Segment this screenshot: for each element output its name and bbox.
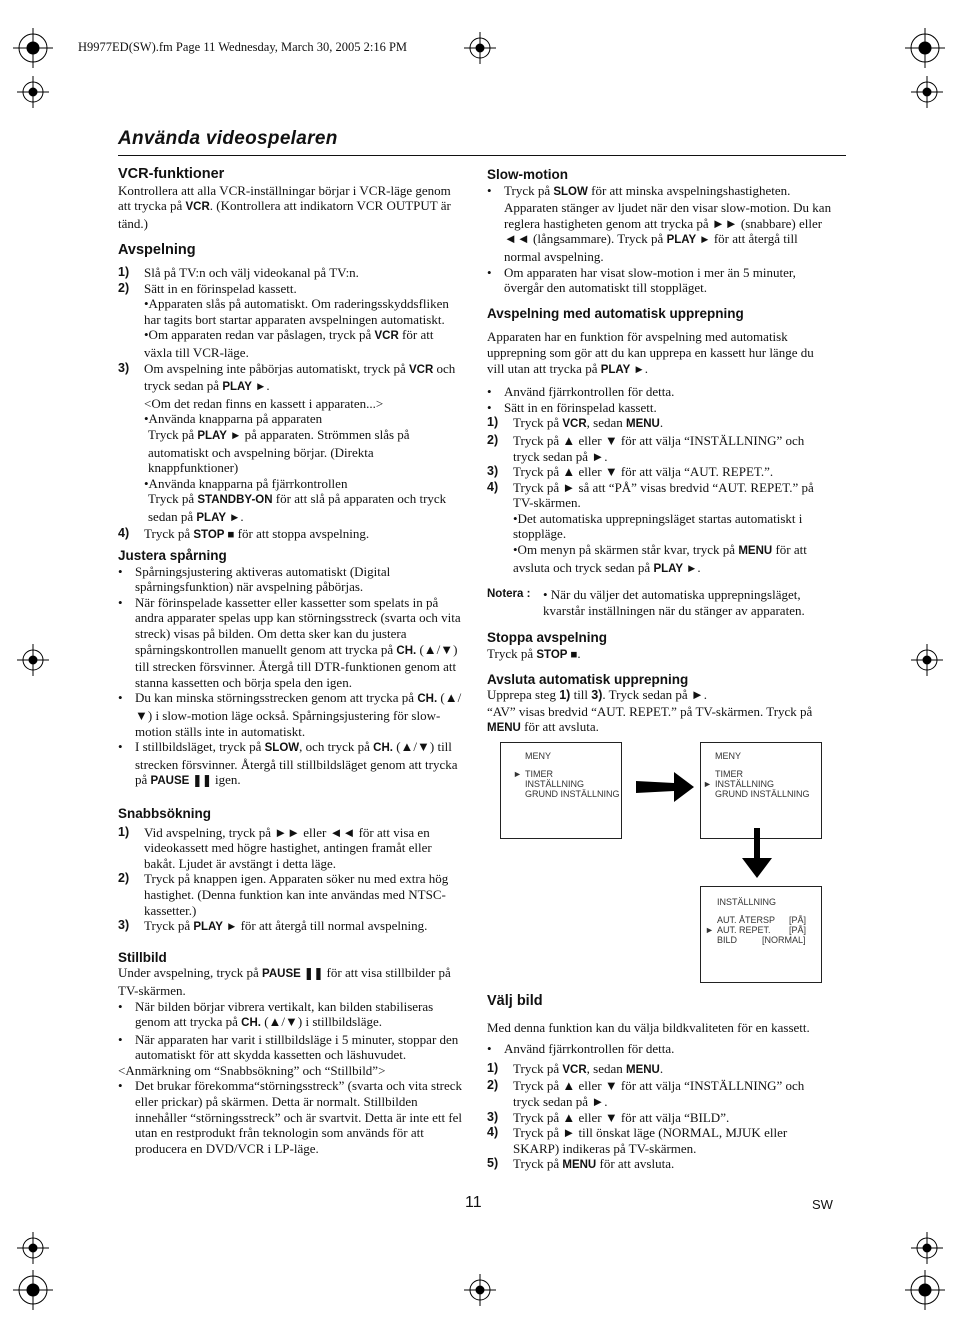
cursor-arrow-icon: ► [705, 925, 714, 935]
step-number: 1) [118, 824, 130, 839]
play-key: PLAY ► [222, 381, 267, 394]
text: (▲/▼) i slow-motion läge också. Spårningsjustering för slow-motion ställs inte in automatiskt. [135, 690, 462, 739]
menu-item: TIMER [525, 769, 553, 779]
text [135, 739, 463, 790]
step-text: Tryck på ▲ eller ▼ för att välja “INSTÄLLNING” och tryck sedan på ►. [513, 1078, 805, 1109]
still-note: <Anmärkning om “Snabbsökning” och “Stillbild”> [118, 1062, 386, 1078]
text: för att avsluta och tryck sedan på [513, 542, 807, 575]
justera-bullet: • När förinspelade kassetter eller kassetter som spelats in på andra apparater spelas upp kan störningsstreck (svarta och vita streck) visas på bilden. Om detta sker kan du justera spårningskontrollen manuellt genom att trycka på CH. (▲/▼) till strecken försvinner. Återgå till DTR-funktionen genom att stanna kassetten och börja spela den igen. [118, 595, 463, 691]
text: Spårningsjustering aktiveras automatiskt (Digital spårningsfunktion) när avspelning påbörjas. [135, 563, 391, 595]
crop-circle-icon [13, 28, 53, 68]
text: , sedan [586, 415, 626, 431]
text [135, 999, 463, 1032]
text: för att minska avspelningshastigheten. Apparaten stänger av ljudet när den visar slow-motion. Du kan reglera hastigheten genom att trycka på ►► (snabbare) eller ◄◄ (långsammare). Tryck på [504, 182, 832, 247]
menu-key: MENU [487, 722, 521, 735]
still-intro [118, 965, 463, 998]
setting-value: [PÅ] [789, 925, 807, 935]
text: för att stoppa avspelning. [234, 526, 370, 542]
text: •Om menyn på skärmen står kvar, tryck på [513, 542, 739, 558]
text [135, 595, 463, 691]
crop-circle-icon [17, 1232, 49, 1264]
text: igen. [211, 772, 241, 788]
crop-circle-icon [905, 28, 945, 68]
standby-key: STANDBY-ON [197, 494, 273, 507]
step-4 [118, 526, 463, 544]
notera [487, 587, 832, 618]
step-text [144, 526, 369, 544]
text: Upprepa steg [487, 687, 560, 703]
step-number: 1) [487, 415, 499, 430]
text [504, 183, 832, 265]
repeat-intro [487, 329, 832, 378]
step-text: Tryck på ► till önskat läge (NORMAL, MJUK eller SKARP) indikeras på TV-skärmen. [513, 1125, 788, 1156]
text: . [659, 1060, 664, 1076]
ch-key: CH. [373, 742, 393, 755]
repeat-bullet: • Sätt in en förinspelad kassett. [487, 399, 657, 415]
repeat-bullet: • Använd fjärrkontrollen för detta. [487, 384, 675, 400]
menu-key: MENU [626, 1063, 660, 1076]
text: Tryck på [504, 182, 554, 198]
step-text: Tryck på ▲ eller ▼ för att välja “AUT. REPET.”. [513, 464, 774, 480]
menu-item: INSTÄLLNING [715, 779, 775, 789]
text: Kontrollera att alla VCR-inställningar börjar i VCR-läge genom att trycka på [118, 182, 451, 214]
play-key: PLAY ► [666, 234, 711, 247]
still-bullet: • När bilden börjar vibrera vertikalt, kan bilden stabiliseras genom att trycka på CH. (▲/▼) i stillbildsläge. [118, 999, 463, 1032]
step-ref: 1) [559, 688, 571, 703]
step-text: Tryck på ▲ eller ▼ för att välja “INSTÄLLNING” och tryck sedan på ►. [513, 432, 805, 464]
valj-step-3 [487, 1110, 832, 1126]
menu-title: MENY [525, 751, 552, 761]
vcr-heading: VCR-funktioner [118, 166, 225, 182]
menu-title: MENY [715, 751, 742, 761]
text: Tryck på [148, 426, 198, 442]
language-code: SW [812, 1197, 833, 1212]
text: När bilden börjar vibrera vertikalt, kan bilden stabiliseras genom att trycka på [135, 998, 434, 1030]
valj-step-2 [487, 1078, 832, 1109]
step-text [144, 918, 427, 936]
step-ref: 3) [591, 688, 603, 703]
text: Du kan minska störningsstrecken genom att trycka på [135, 690, 418, 706]
step-3-bullet-2: •Använda knapparna på fjärrkontrollen [144, 475, 348, 491]
text: för att visa stillbilder på TV-skärmen. [118, 965, 451, 998]
snabb-step-1 [118, 825, 463, 872]
step-text: Tryck på knappen igen. Apparaten söker nu med extra hög hastighet. (Denna funktion kan inte användas med NTSC-kassetter.) [144, 871, 449, 918]
step-1 [118, 265, 463, 281]
ch-key: CH. [396, 644, 417, 657]
text: till [570, 687, 592, 703]
menu-key: MENU [626, 418, 660, 431]
text: •Om apparaten redan var påslagen, tryck på [144, 327, 375, 343]
text: Om avspelning inte påbörjas automatiskt, tryck på [144, 360, 409, 376]
text: . [697, 559, 701, 575]
repeat-step-4-note-2 [487, 542, 832, 577]
slow-key: SLOW [553, 185, 588, 198]
still-heading: Stillbild [118, 949, 167, 965]
page-number: 11 [465, 1194, 482, 1211]
text: Tryck på [144, 526, 194, 542]
step-number: 4) [487, 1125, 499, 1140]
text: När förinspelade kassetter eller kassetter som spelats in på andra apparater spelas upp kan störningsstreck (svarta och vita streck) visas på bilden. Om detta sker kan du justera spårningskontrollen manuellt genom att trycka på [135, 594, 461, 657]
play-key: PLAY ► [653, 562, 698, 575]
step-number: 4) [487, 479, 499, 494]
text: (▲/▼) till strecken försvinner. Återgå till stillbildsläget genom att trycka på [135, 739, 458, 788]
stop-key: STOP ■ [193, 529, 235, 542]
text: Tryck på [487, 646, 537, 662]
text: och tryck sedan på [144, 360, 456, 394]
text: I stillbildsläget, tryck på [135, 739, 265, 755]
text: . [644, 360, 648, 376]
setting-value: [PÅ] [789, 915, 807, 925]
stoppa-text [487, 646, 832, 664]
step-number: 3) [118, 918, 130, 933]
text: (▲/▼) till strecken försvinner. Återgå till DTR-funktionen genom att stanna kassetten och börja spela den igen. [135, 641, 458, 690]
cursor-arrow-icon: ► [513, 769, 522, 779]
text: . [266, 378, 270, 394]
valj-bullet: • Använd fjärrkontrollen för detta. [487, 1041, 675, 1057]
text: för att växla till VCR-läge. [144, 327, 434, 360]
menu-screen-1 [500, 742, 622, 839]
text: Apparaten har en funktion för avspelning med automatisk upprepning som gör att du kan upprepa en kassett hur länge du vill utan att trycka på [487, 329, 814, 376]
repeat-step-1 [487, 415, 832, 433]
text: för att slå på apparaten och tryck sedan på [148, 491, 447, 524]
text: Använd fjärrkontrollen för detta. [504, 384, 675, 400]
avsluta-heading: Avsluta automatisk upprepning [487, 671, 689, 687]
step-number: 1) [118, 264, 130, 279]
setting-value: [NORMAL] [762, 935, 806, 945]
text: Om apparaten har visat slow-motion i mer än 5 minuter, övergår den automatiskt till stoppläget. [504, 264, 796, 296]
justera-bullet: • I stillbildsläget, tryck på SLOW, och tryck på CH. (▲/▼) till strecken försvinner. Återgå till stillbildsläget genom att trycka på PAUSE ❚❚ igen. [118, 739, 463, 790]
text: för att avsluta. [520, 719, 599, 735]
still-bullet: • När apparaten har varit i stillbildsläge i 5 minuter, stoppar den automatiskt för att skydda kassetten och läshuvudet. [118, 1032, 463, 1063]
text: Tryck på [513, 415, 563, 431]
crop-circle-icon [17, 76, 49, 108]
step-number: 5) [487, 1156, 499, 1171]
step-text [513, 1061, 663, 1079]
crop-circle-icon [905, 1270, 945, 1310]
text [135, 690, 463, 739]
text: . [240, 508, 244, 524]
slow-key: SLOW [264, 742, 300, 755]
step-text: Sätt in en förinspelad kassett. [144, 280, 297, 296]
justera-bullet: • Du kan minska störningsstrecken genom att trycka på CH. (▲/▼) i slow-motion läge också. Spårningsjustering för slow-motion ställs inte in automatiskt. [118, 690, 462, 739]
vcr-key: VCR [409, 363, 434, 376]
pause-key: PAUSE ❚❚ [150, 775, 212, 788]
step-text [513, 1156, 674, 1174]
text: Tryck på [144, 918, 194, 934]
step-text: Vid avspelning, tryck på ►► eller ◄◄ för att visa en videokassett med högre hastighet, antingen framåt eller bakåt. Ljudet är avstängt i detta läge. [144, 824, 432, 871]
slow-bullet: • Om apparaten har visat slow-motion i mer än 5 minuter, övergår den automatiskt till stoppläget. [487, 265, 832, 296]
play-key: PLAY ► [196, 511, 241, 524]
notera-label: Notera : [487, 588, 531, 601]
menu-key: MENU [738, 545, 773, 558]
text: Tryck på [148, 491, 198, 507]
left-column [118, 167, 463, 1156]
text: Sätt in en förinspelad kassett. [504, 399, 657, 415]
repeat-step-3 [487, 464, 832, 480]
step-text: Tryck på ► så att “PÅ” visas bredvid “AUT. REPET.” på TV-skärmen. [513, 479, 814, 511]
step-3-note: <Om det redan finns en kassett i apparaten...> [144, 395, 384, 411]
vcr-key: VCR [562, 418, 587, 431]
right-column [487, 167, 832, 737]
slow-bullet: • Tryck på SLOW för att minska avspelningshastigheten. Apparaten stänger av ljudet när den visar slow-motion. Du kan reglera hastigheten genom att trycka på ►► (snabbare) eller ◄◄ (långsammare). Tryck på PLAY ► för att återgå till normal avspelning. [487, 182, 832, 264]
crop-circle-icon [911, 1232, 943, 1264]
crop-circle-icon [911, 76, 943, 108]
repeat-step-4 [487, 480, 832, 511]
justera-bullet: • Spårningsjustering aktiveras automatiskt (Digital spårningsfunktion) när avspelning påbörjas. [118, 564, 463, 595]
vcr-intro [118, 183, 463, 232]
crop-circle-icon [13, 1270, 53, 1310]
justera-heading: Justera spårning [118, 548, 227, 564]
page-title: Använda videospelaren [118, 128, 338, 149]
valj-intro: Med denna funktion kan du välja bildkvaliteten för en kassett. [487, 1019, 810, 1035]
text: för att återgå till normal avspelning. [504, 231, 798, 264]
step-3-bullet-1-text [118, 427, 463, 476]
snabb-heading: Snabbsökning [118, 805, 212, 821]
valj-step-1 [487, 1061, 832, 1079]
step-text [513, 415, 663, 433]
step-3-bullet-2-text [118, 491, 463, 526]
step-number: 2) [118, 280, 130, 295]
notera-text: • När du väljer det automatiska upprepningsläget, kvarstår inställningen när du stänger av apparaten. [543, 587, 805, 618]
step-number: 3) [118, 360, 130, 375]
menu-item: TIMER [715, 769, 743, 779]
text: Tryck på [513, 1156, 563, 1172]
cursor-arrow-icon: ► [703, 779, 712, 789]
step-3-bullet-1: •Använda knapparna på apparaten [144, 411, 323, 427]
menu-key: MENU [562, 1159, 597, 1172]
title-rule [118, 155, 846, 156]
step-text [144, 361, 463, 396]
text: . Tryck sedan på ►. [602, 687, 707, 703]
text: . (Kontrollera att indikatorn VCR OUTPUT är tänd.) [118, 198, 451, 231]
text: , sedan [586, 1060, 626, 1076]
play-key: PLAY ► [197, 429, 242, 442]
setting-label: BILD [717, 935, 738, 945]
play-key: PLAY ► [600, 363, 645, 376]
text: Under avspelning, tryck på [118, 965, 263, 981]
vcr-key: VCR [562, 1063, 587, 1076]
vcr-key: VCR [374, 330, 399, 343]
valj-heading: Välj bild [487, 993, 543, 1009]
right-arrow-icon [636, 772, 694, 802]
crop-circle-icon [464, 32, 496, 64]
text: Tryck på [513, 1060, 563, 1076]
ch-key: CH. [241, 1017, 261, 1030]
valj-step-4 [487, 1125, 832, 1156]
text: (▲/▼) i stillbildsläge. [260, 1014, 383, 1030]
play-key: PLAY ► [193, 921, 238, 934]
text: för att avsluta. [596, 1156, 675, 1172]
step-number: 3) [487, 1109, 499, 1124]
menu-item: INSTÄLLNING [525, 779, 585, 789]
repeat-step-4-note-1: •Det automatiska upprepningsläget startas automatiskt i stoppläge. [513, 510, 803, 542]
text: . [659, 415, 664, 431]
text: Det brukar förekomma“störningsstreck” (svarta och vita streck eller prickar) på skärmen. Detta är normalt. Stillbilden innehåller “störningsstreck” och är svartvit. Detta är inte ett fel utan en restprodukt från teknologin som används för att producera en DVD/VCR i LP-läge. [135, 1078, 463, 1156]
crop-circle-icon [911, 644, 943, 676]
repeat-heading: Avspelning med automatisk upprepning [487, 305, 744, 321]
crop-circle-icon [464, 1274, 496, 1306]
step-2-note-1: •Apparaten slås på automatiskt. Om raderingsskyddsfliken har tagits bort startar apparaten avspelningen automatiskt. [144, 296, 449, 327]
step-text: Tryck på ▲ eller ▼ för att välja “BILD”. [513, 1109, 730, 1125]
step-number: 2) [487, 1078, 499, 1093]
step-3 [118, 361, 463, 396]
snabb-step-3 [118, 918, 463, 936]
menu-item: GRUND INSTÄLLNING [715, 789, 810, 799]
crop-circle-icon [17, 644, 49, 676]
still-bullet: • Det brukar förekomma“störningsstreck” (svarta och vita streck eller prickar) på skärmen. Detta är normalt. Stillbilden innehåller “störningsstreck” och är svartvit. Detta är inte ett fel utan en restprodukt från teknologin som används för att producera en DVD/VCR i LP-läge. [118, 1078, 463, 1156]
text: Använd fjärrkontrollen för detta. [504, 1041, 675, 1057]
valj-bild-section [487, 994, 832, 1174]
slow-heading: Slow-motion [487, 167, 568, 182]
text: , och tryck på [299, 739, 374, 755]
pause-key: PAUSE ❚❚ [262, 968, 324, 981]
avspelning-heading: Avspelning [118, 242, 196, 259]
repeat-step-2 [487, 433, 832, 464]
setting-label: AUT. ÅTERSP [717, 915, 776, 925]
running-header: H9977ED(SW).fm Page 11 Wednesday, March 30, 2005 2:16 PM [78, 40, 408, 54]
menu-screen-2 [700, 742, 822, 839]
step-number: 4) [118, 526, 130, 541]
valj-step-5 [487, 1156, 832, 1174]
menu-item: GRUND INSTÄLLNING [525, 789, 620, 799]
menu-title: INSTÄLLNING [717, 897, 777, 907]
text: När apparaten har varit i stillbildsläge i 5 minuter, stoppar den automatiskt för att skydda kassetten och läshuvudet. [135, 1031, 459, 1063]
step-number: 1) [487, 1060, 499, 1075]
setting-label: AUT. REPET. [717, 925, 771, 935]
avsluta-text-1 [487, 687, 832, 704]
menu-screen-3 [700, 886, 822, 983]
step-number: 2) [487, 432, 499, 447]
step-2 [118, 281, 463, 297]
stoppa-heading: Stoppa avspelning [487, 630, 608, 646]
avsluta-text-2 [487, 704, 832, 737]
vcr-key: VCR [185, 201, 210, 214]
step-text: Slå på TV:n och välj videokanal på TV:n. [144, 264, 359, 280]
step-number: 2) [118, 871, 130, 886]
step-2-note-2 [118, 327, 463, 360]
snabb-step-2 [118, 871, 463, 918]
text: för att återgå till normal avspelning. [237, 918, 428, 934]
text: . [577, 646, 581, 662]
step-number: 3) [487, 464, 499, 479]
text: på apparaten. Strömmen slås på automatiskt och avspelning börjar. (Direkta knappfunktioner) [148, 426, 410, 476]
text: “AV” visas bredvid “AUT. REPET.” på TV-skärmen. Tryck på [487, 703, 813, 719]
stop-key: STOP ■ [536, 649, 578, 662]
ch-key: CH. [417, 693, 438, 706]
down-arrow-icon [742, 828, 772, 878]
